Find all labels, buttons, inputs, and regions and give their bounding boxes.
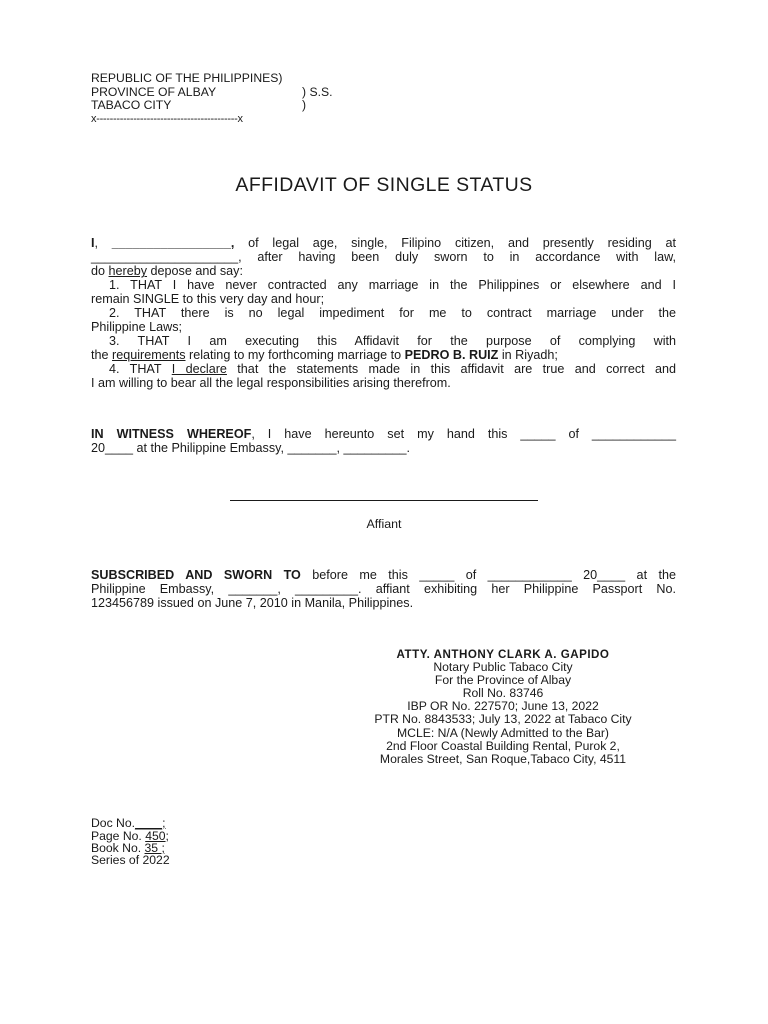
notary-roll: Roll No. 83746 [462,686,544,701]
document-title: AFFIDAVIT OF SINGLE STATUS [235,174,533,196]
notary-name: ATTY. ANTHONY CLARK A. GAPIDO [396,648,610,661]
caption-separator: x------------------------------------------x [91,113,243,125]
sworn-text-3: 123456789 issued on June 7, 2010 in Manila, Philippines. [91,596,414,611]
notary-address-2: Morales Street, San Roque,Tabaco City, 4511 [379,751,627,766]
series: Series of 2022 [91,853,170,867]
hereby-word: hereby [108,264,148,279]
sworn-paragraph [91,568,676,611]
fiance-name: PEDRO B. RUIZ [404,348,499,363]
witness-text-1: , I have hereunto set my hand this _____ of ____________ [251,427,676,441]
name-blank: _________________, [111,236,235,250]
doc-no-value: ____; [135,816,166,830]
notary-address-1: 2nd Floor Coastal Building Rental, Purok 2, [386,738,620,753]
caption-province: PROVINCE OF ALBAY [91,85,217,99]
affiant-label: Affiant [366,517,402,531]
intro-text-3a: do [91,264,109,279]
notary-block [330,648,676,766]
page-no-end: ; [165,829,169,843]
notary-province: For the Province of Albay [434,673,572,688]
intro-paragraph: I, _________________, of legal age, single, Filipino citizen, and presently residing at _____________________, after having been duly sworn to in accordance with law, do hereby depose and say: [91,236,676,279]
item-4-text-a: 4. THAT [109,362,172,376]
page-no-value: 450 [145,829,166,843]
item-1-line-1: 1. THAT I have never contracted any marriage in the Philippines or elsewhere and I [109,278,676,292]
witness-heading: IN WITNESS WHEREOF [91,427,252,441]
page-no-label: Page No. [91,829,146,843]
witness-text-2: 20____ at the Philippine Embassy, _______, _________. [91,441,411,456]
item-4-text-b: that the statements made in this affidavit are true and correct and [226,362,677,376]
book-no-label: Book No. [91,841,145,855]
notary-title: Notary Public Tabaco City [433,660,573,675]
item-2-line-1: 2. THAT there is no legal impediment for me to contract marriage under the [109,306,676,320]
intro-text-1: of legal age, single, Filipino citizen, and presently residing at [234,236,676,250]
witness-paragraph [91,427,676,455]
sworn-text-2: Philippine Embassy, _______, _________. affiant exhibiting her Philippine Passport No. [91,582,676,597]
item-1 [91,278,676,306]
intro-pronoun: I [91,236,95,250]
item-3-text-c: in Riyadh; [498,348,558,363]
item-3-line-1: 3. THAT I am executing this Affidavit for the purpose of complying with [109,334,676,348]
doc-no-label: Doc No. [91,816,136,830]
item-2 [91,306,676,334]
caption-city-bracket: ) [302,98,307,112]
caption-ss: ) S.S. [302,85,333,99]
sworn-heading: SUBSCRIBED AND SWORN TO [91,568,301,582]
item-4-line-2: I am willing to bear all the legal responsibilities arising therefrom. [91,376,451,391]
notary-ibp: IBP OR No. 227570; June 13, 2022 [407,699,599,714]
caption-city: TABACO CITY [91,98,172,112]
intro-text-3b: depose and say: [147,264,243,279]
intro-text-2: _____________________, after having been duly sworn to in accordance with law, [91,250,676,265]
declare-phrase: I declare [171,362,227,376]
book-no-value: 35 ; [144,841,165,855]
notary-ptr: PTR No. 8843533; July 13, 2022 at Tabaco City [374,712,632,727]
doc-no [91,816,166,830]
caption-republic: REPUBLIC OF THE PHILIPPINES) [91,71,283,85]
item-1-line-2: remain SINGLE to this very day and hour; [91,292,325,307]
notary-mcle: MCLE: N/A (Newly Admitted to the Bar) [396,725,609,740]
item-3-text-b: relating to my forthcoming marriage to [185,348,405,363]
affiant-signature-line [230,500,538,501]
item-4 [91,362,676,390]
item-2-line-2: Philippine Laws; [91,320,183,335]
requirements-word: requirements [112,348,186,363]
sworn-text-1: before me this _____ of ____________ 20____ at the [300,568,676,582]
item-3 [91,334,676,362]
item-3-text-a: the [91,348,113,363]
